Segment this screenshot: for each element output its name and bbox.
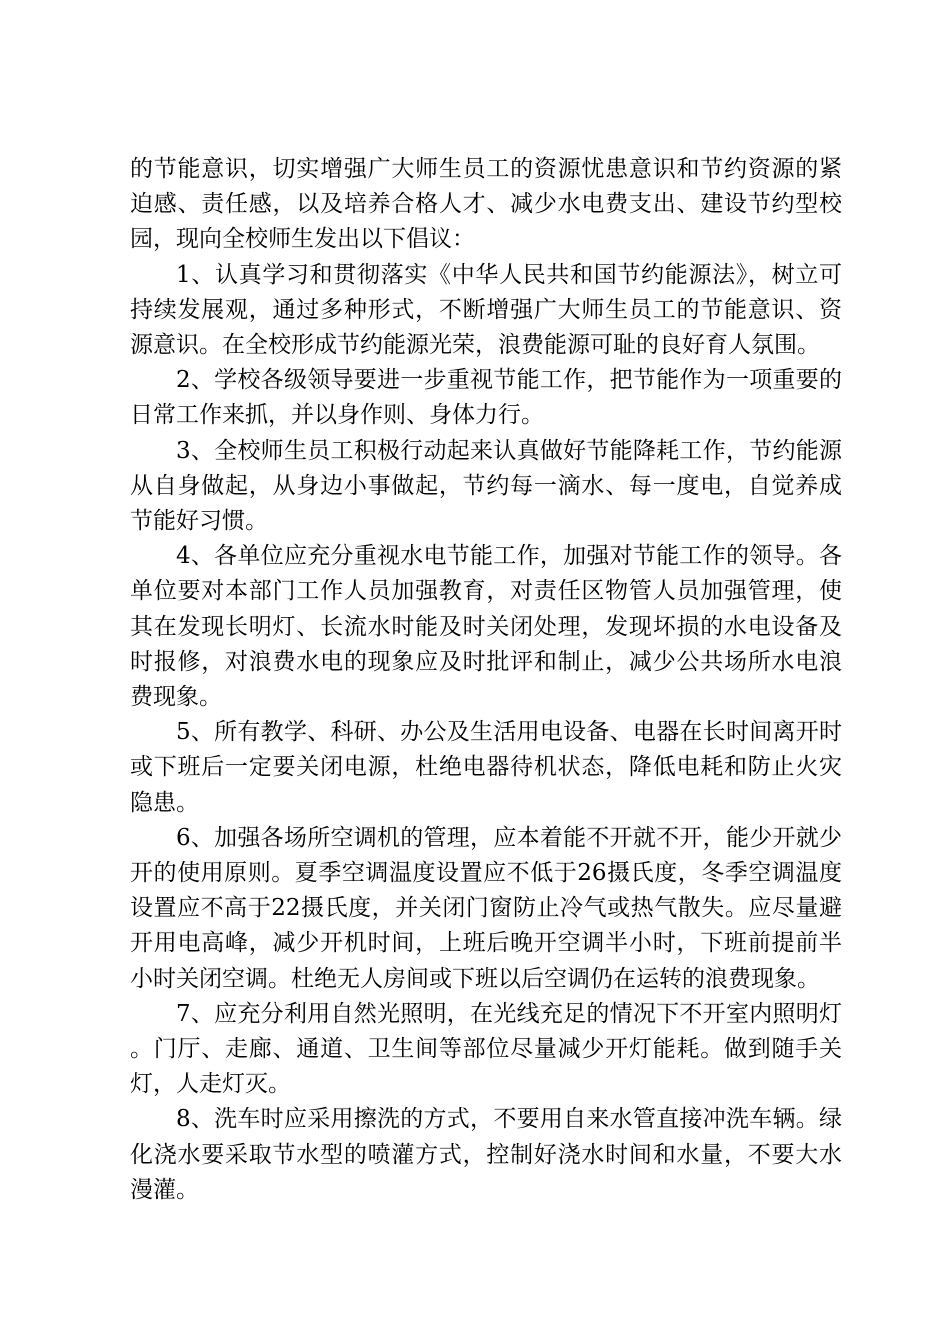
paragraph-item-8: 8、洗车时应采用擦洗的方式，不要用自来水管直接冲洗车辆。绿化浇水要采取节水型的喷灌方式，控制好浇水时间和水量，不要大水漫灌。 [130,1106,842,1203]
paragraph-item-5: 5、所有教学、科研、办公及生活用电设备、电器在长时间离开时或下班后一定要关闭电源，杜绝电器待机状态，降低电耗和防止火灾隐患。 [130,719,842,816]
paragraph-item-1: 1、认真学习和贯彻落实《中华人民共和国节约能源法》，树立可持续发展观，通过多种形式，不断增强广大师生员工的节能意识、资源意识。在全校形成节约能源光荣，浪费能源可耻的良好育人氛围。 [130,261,842,359]
paragraph-item-3: 3、全校师生员工积极行动起来认真做好节能降耗工作，节约能源从自身做起，从身边小事做起，节约每一滴水、每一度电，自觉养成节能好习惯。 [130,437,842,535]
paragraph-item-4: 4、各单位应充分重视水电节能工作，加强对节能工作的领导。各单位要对本部门工作人员加强教育，对责任区物管人员加强管理，使其在发现长明灯、长流水时能及时关闭处理，发现坏损的水电设备及时报修，对浪费水电的现象应及时批评和制止，减少公共场所水电浪费现象。 [130,543,842,711]
paragraph-item-6: 6、加强各场所空调机的管理，应本着能不开就不开，能少开就少开的使用原则。夏季空调温度设置应不低于26摄氏度，冬季空调温度设置应不高于22摄氏度，并关闭门窗防止冷气或热气散失。应尽量避开用电高峰，减少开机时间，上班后晚开空调半小时，下班前提前半小时关闭空调。杜绝无人房间或下班以后空调仍在运转的浪费现象。 [130,824,842,992]
paragraph-item-7: 7、应充分利用自然光照明，在光线充足的情况下不开室内照明灯。门厅、走廊、通道、卫生间等部位尽量减少开灯能耗。做到随手关灯，人走灯灭。 [130,1000,842,1098]
paragraph-item-2: 2、学校各级领导要进一步重视节能工作，把节能作为一项重要的日常工作来抓，并以身作则、身体力行。 [130,367,842,429]
document-body [130,152,842,1208]
paragraph-intro-continued: 的节能意识，切实增强广大师生员工的资源忧患意识和节约资源的紧迫感、责任感，以及培养合格人才、减少水电费支出、建设节约型校园，现向全校师生发出以下倡议： [130,156,842,253]
